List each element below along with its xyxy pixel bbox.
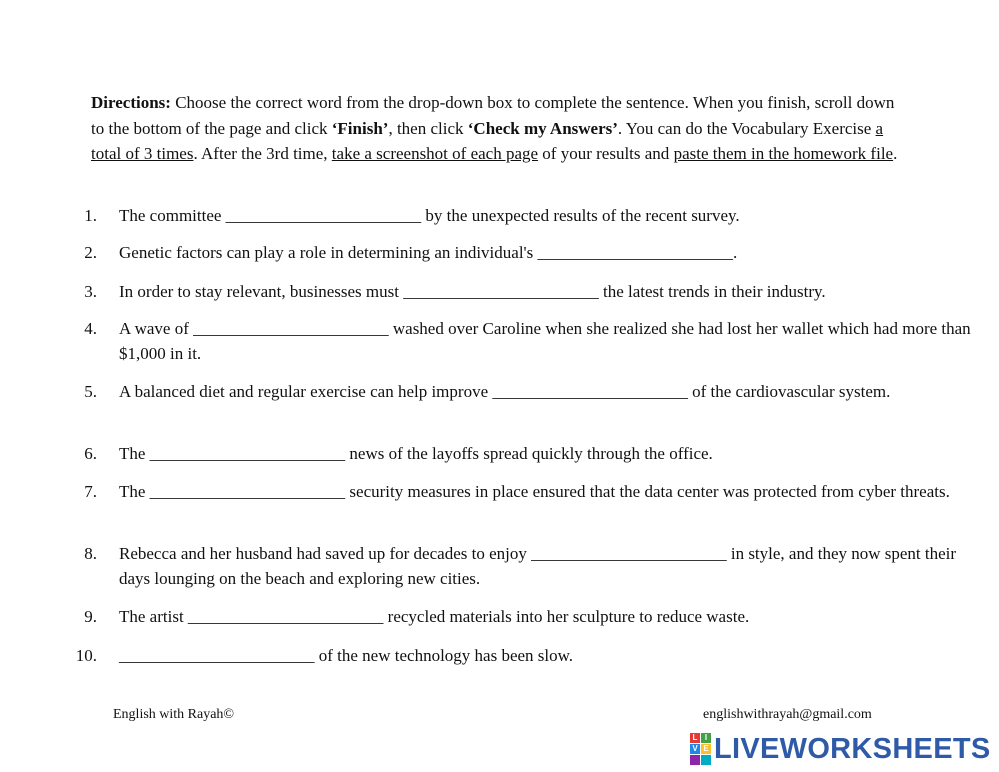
question-number: 6.	[84, 444, 97, 463]
question-number: 3.	[84, 282, 97, 301]
finish-keyword: ‘Finish’	[331, 118, 389, 138]
question-text: Rebecca and her husband had saved up for decades to enjoy _______________________ in style, and they now spent their days lounging on the beach and exploring new cities.	[119, 544, 957, 588]
homework-file-underlined: paste them in the homework file	[673, 144, 894, 163]
question-number: 10.	[75, 646, 97, 665]
question-text: The _______________________ news of the layoffs spread quickly through the office.	[119, 444, 713, 463]
question-text: The committee _______________________ by the unexpected results of the recent survey.	[119, 206, 740, 225]
question-text: _______________________ of the new technology has been slow.	[119, 646, 574, 665]
screenshot-underlined: take a screenshot of each page	[331, 144, 539, 163]
directions-text-5: of your results and	[538, 144, 674, 163]
logo-tile: I	[701, 733, 711, 743]
question-text: A balanced diet and regular exercise can help improve _______________________ of the cardiovascular system.	[119, 382, 891, 401]
liveworksheets-logo[interactable]	[690, 731, 991, 767]
liveworksheets-logo-icon	[690, 733, 711, 765]
question-number: 2.	[84, 243, 97, 262]
logo-tile: V	[690, 744, 700, 754]
question-text: A wave of _______________________ washed over Caroline when she realized she had lost her wallet which had more than $1,000 in it.	[119, 319, 971, 363]
directions-text-4: . After the 3rd time,	[193, 144, 332, 163]
directions-label: Directions:	[91, 93, 171, 112]
logo-tile	[690, 755, 700, 765]
logo-tile	[701, 755, 711, 765]
question-number: 8.	[84, 544, 97, 563]
logo-wordmark: LIVEWORKSHEETS	[714, 732, 991, 765]
question-number: 4.	[84, 319, 97, 338]
question-number: 1.	[84, 206, 97, 225]
footer-email: englishwithrayah@gmail.com	[703, 707, 872, 722]
question-text: In order to stay relevant, businesses must _______________________ the latest trends in their industry.	[119, 282, 826, 301]
question-number: 5.	[84, 382, 97, 401]
question-text: The _______________________ security measures in place ensured that the data center was protected from cyber threats.	[119, 482, 950, 501]
directions-text-6: .	[893, 144, 898, 163]
question-text: Genetic factors can play a role in determining an individual's _______________________.	[119, 243, 738, 262]
directions-text-1: Choose the correct word from the drop-down box to complete the sentence. When you finish, scroll down to the bottom of the page and click	[91, 93, 895, 138]
question-text: The artist _______________________ recycled materials into her sculpture to reduce waste.	[119, 607, 750, 626]
directions-paragraph	[91, 90, 911, 167]
footer-author: English with Rayah©	[113, 707, 235, 722]
directions-text-3: . You can do the Vocabulary Exercise	[617, 118, 876, 138]
question-number: 7.	[84, 482, 97, 501]
directions-text-2: , then click	[388, 118, 468, 138]
question-number: 9.	[84, 607, 97, 626]
logo-tile: L	[690, 733, 700, 743]
check-answers-keyword: ‘Check my Answers’	[467, 118, 618, 138]
attempts-underlined: a total of 3 times	[91, 118, 884, 163]
logo-tile: E	[701, 744, 711, 754]
